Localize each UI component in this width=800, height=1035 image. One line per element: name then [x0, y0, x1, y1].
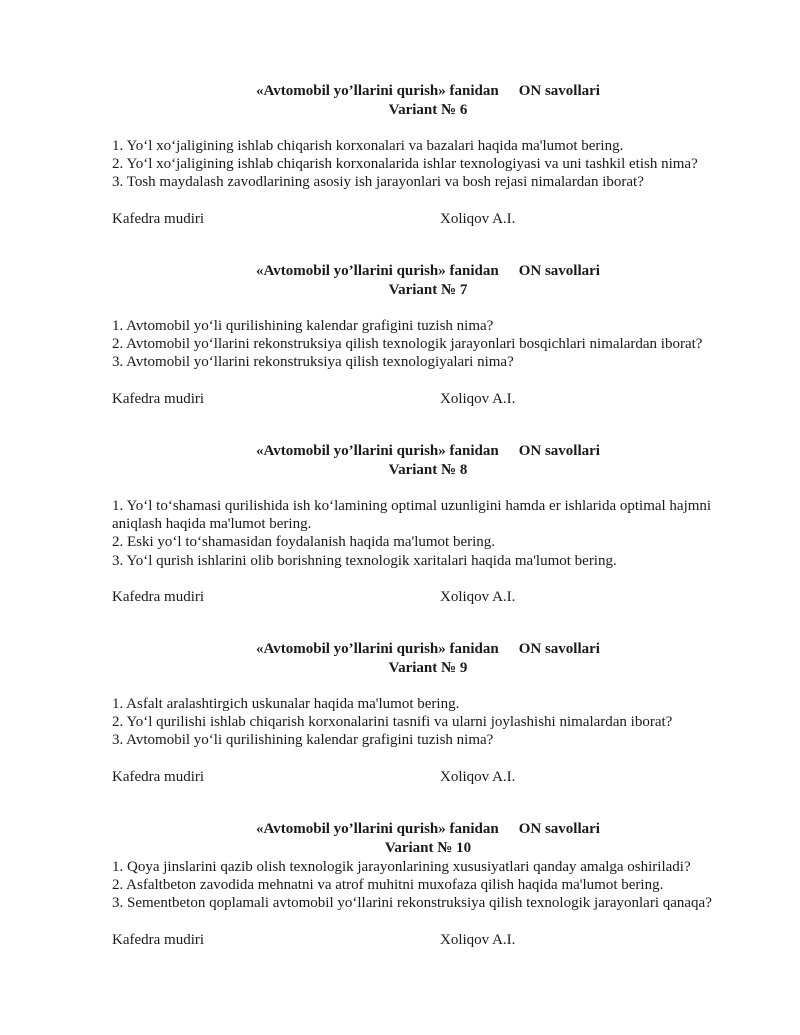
question-item: 1. Asfalt aralashtirgich uskunalar haqida ma'lumot bering. — [112, 696, 460, 712]
question-item: 2. Yo‘l qurilishi ishlab chiqarish korxonalarini tasnifi va ularni joylashishi nimalardan iborat? — [112, 714, 673, 731]
variant-title — [112, 442, 744, 480]
variant-number: Variant № 9 — [388, 660, 468, 676]
variant-block-8 — [112, 442, 752, 606]
question-item: 1. Avtomobil yo‘li qurilishining kalendar grafigini tuzish nima? — [112, 318, 494, 334]
question-item: 1. Yo‘l xo‘jaligining ishlab chiqarish korxonalari va bazalari haqida ma'lumot bering. — [112, 138, 624, 154]
variant-title — [112, 640, 744, 678]
question-item: 3. Sementbeton qoplamali avtomobil yo‘llarini rekonstruksiya qilish texnologik jarayonlari qanaqa? — [112, 895, 712, 912]
question-item: 2. Asfaltbeton zavodida mehnatni va atrof muhitni muxofaza qilish haqida ma'lumot bering. — [112, 877, 664, 894]
variant-block-7 — [112, 262, 752, 408]
signature-role: Kafedra mudiri — [112, 390, 205, 407]
signature-line — [112, 210, 752, 228]
signature-role: Kafedra mudiri — [112, 588, 205, 605]
question-item: 3. Yo‘l qurish ishlarini olib borishning texnologik xaritalari haqida ma'lumot bering. — [112, 552, 617, 569]
question-item: 2. Avtomobil yo‘llarini rekonstruksiya qilish texnologik jarayonlari bosqichlari nimalardan iborat? — [112, 336, 703, 353]
variant-title — [112, 82, 744, 120]
subject-heading: «Avtomobil yo’llarini qurish» fanidan — [256, 641, 499, 657]
question-item: 3. Avtomobil yo‘li qurilishining kalendar grafigini tuzish nima? — [112, 732, 494, 749]
variant-block-9 — [112, 640, 752, 786]
signature-name: Xoliqov A.I. — [440, 768, 516, 785]
question-list — [112, 695, 752, 750]
question-item: 2. Yo‘l xo‘jaligining ishlab chiqarish korxonalarida ishlar texnologiyasi va uni tashkil etish nima? — [112, 156, 698, 173]
signature-role: Kafedra mudiri — [112, 931, 205, 948]
heading-tail: ON savollari — [518, 83, 600, 99]
question-item: 1. Yo‘l to‘shamasi qurilishida ish ko‘lamining optimal uzunligini hamda er ishlarida optimal hajmni aniqlash haqida ma'lumot bering. — [112, 498, 712, 533]
question-item: 2. Eski yo‘l to‘shamasidan foydalanish haqida ma'lumot bering. — [112, 534, 496, 551]
signature-line — [112, 390, 752, 408]
variant-block-6 — [112, 82, 752, 228]
question-list — [112, 317, 752, 372]
question-item: 3. Avtomobil yo‘llarini rekonstruksiya qilish texnologiyalari nima? — [112, 354, 514, 371]
heading-tail: ON savollari — [518, 263, 600, 279]
signature-name: Xoliqov A.I. — [440, 931, 516, 948]
signature-name: Xoliqov A.I. — [440, 210, 516, 227]
variant-title — [112, 262, 744, 300]
variant-block-10 — [112, 820, 752, 949]
signature-name: Xoliqov A.I. — [440, 390, 516, 407]
variant-number: Variant № 8 — [388, 462, 468, 478]
variant-title — [112, 820, 744, 858]
question-item: 1. Qoya jinslarini qazib olish texnologik jarayonlarining xususiyatlari qanday amalga oshiriladi? — [112, 859, 691, 875]
variant-number: Variant № 10 — [384, 840, 472, 856]
question-list — [112, 137, 752, 192]
heading-tail: ON savollari — [518, 821, 600, 837]
signature-line — [112, 768, 752, 786]
variant-number: Variant № 7 — [388, 282, 468, 298]
signature-role: Kafedra mudiri — [112, 210, 205, 227]
subject-heading: «Avtomobil yo’llarini qurish» fanidan — [256, 83, 499, 99]
question-item: 3. Tosh maydalash zavodlarining asosiy ish jarayonlari va bosh rejasi nimalardan iborat? — [112, 174, 644, 191]
question-list — [112, 858, 752, 913]
signature-role: Kafedra mudiri — [112, 768, 205, 785]
signature-line — [112, 588, 752, 606]
subject-heading: «Avtomobil yo’llarini qurish» fanidan — [256, 443, 499, 459]
question-list — [112, 497, 752, 570]
heading-tail: ON savollari — [518, 641, 600, 657]
signature-name: Xoliqov A.I. — [440, 588, 516, 605]
subject-heading: «Avtomobil yo’llarini qurish» fanidan — [256, 821, 499, 837]
heading-tail: ON savollari — [518, 443, 600, 459]
signature-line — [112, 931, 752, 949]
subject-heading: «Avtomobil yo’llarini qurish» fanidan — [256, 263, 499, 279]
variant-number: Variant № 6 — [388, 102, 468, 118]
